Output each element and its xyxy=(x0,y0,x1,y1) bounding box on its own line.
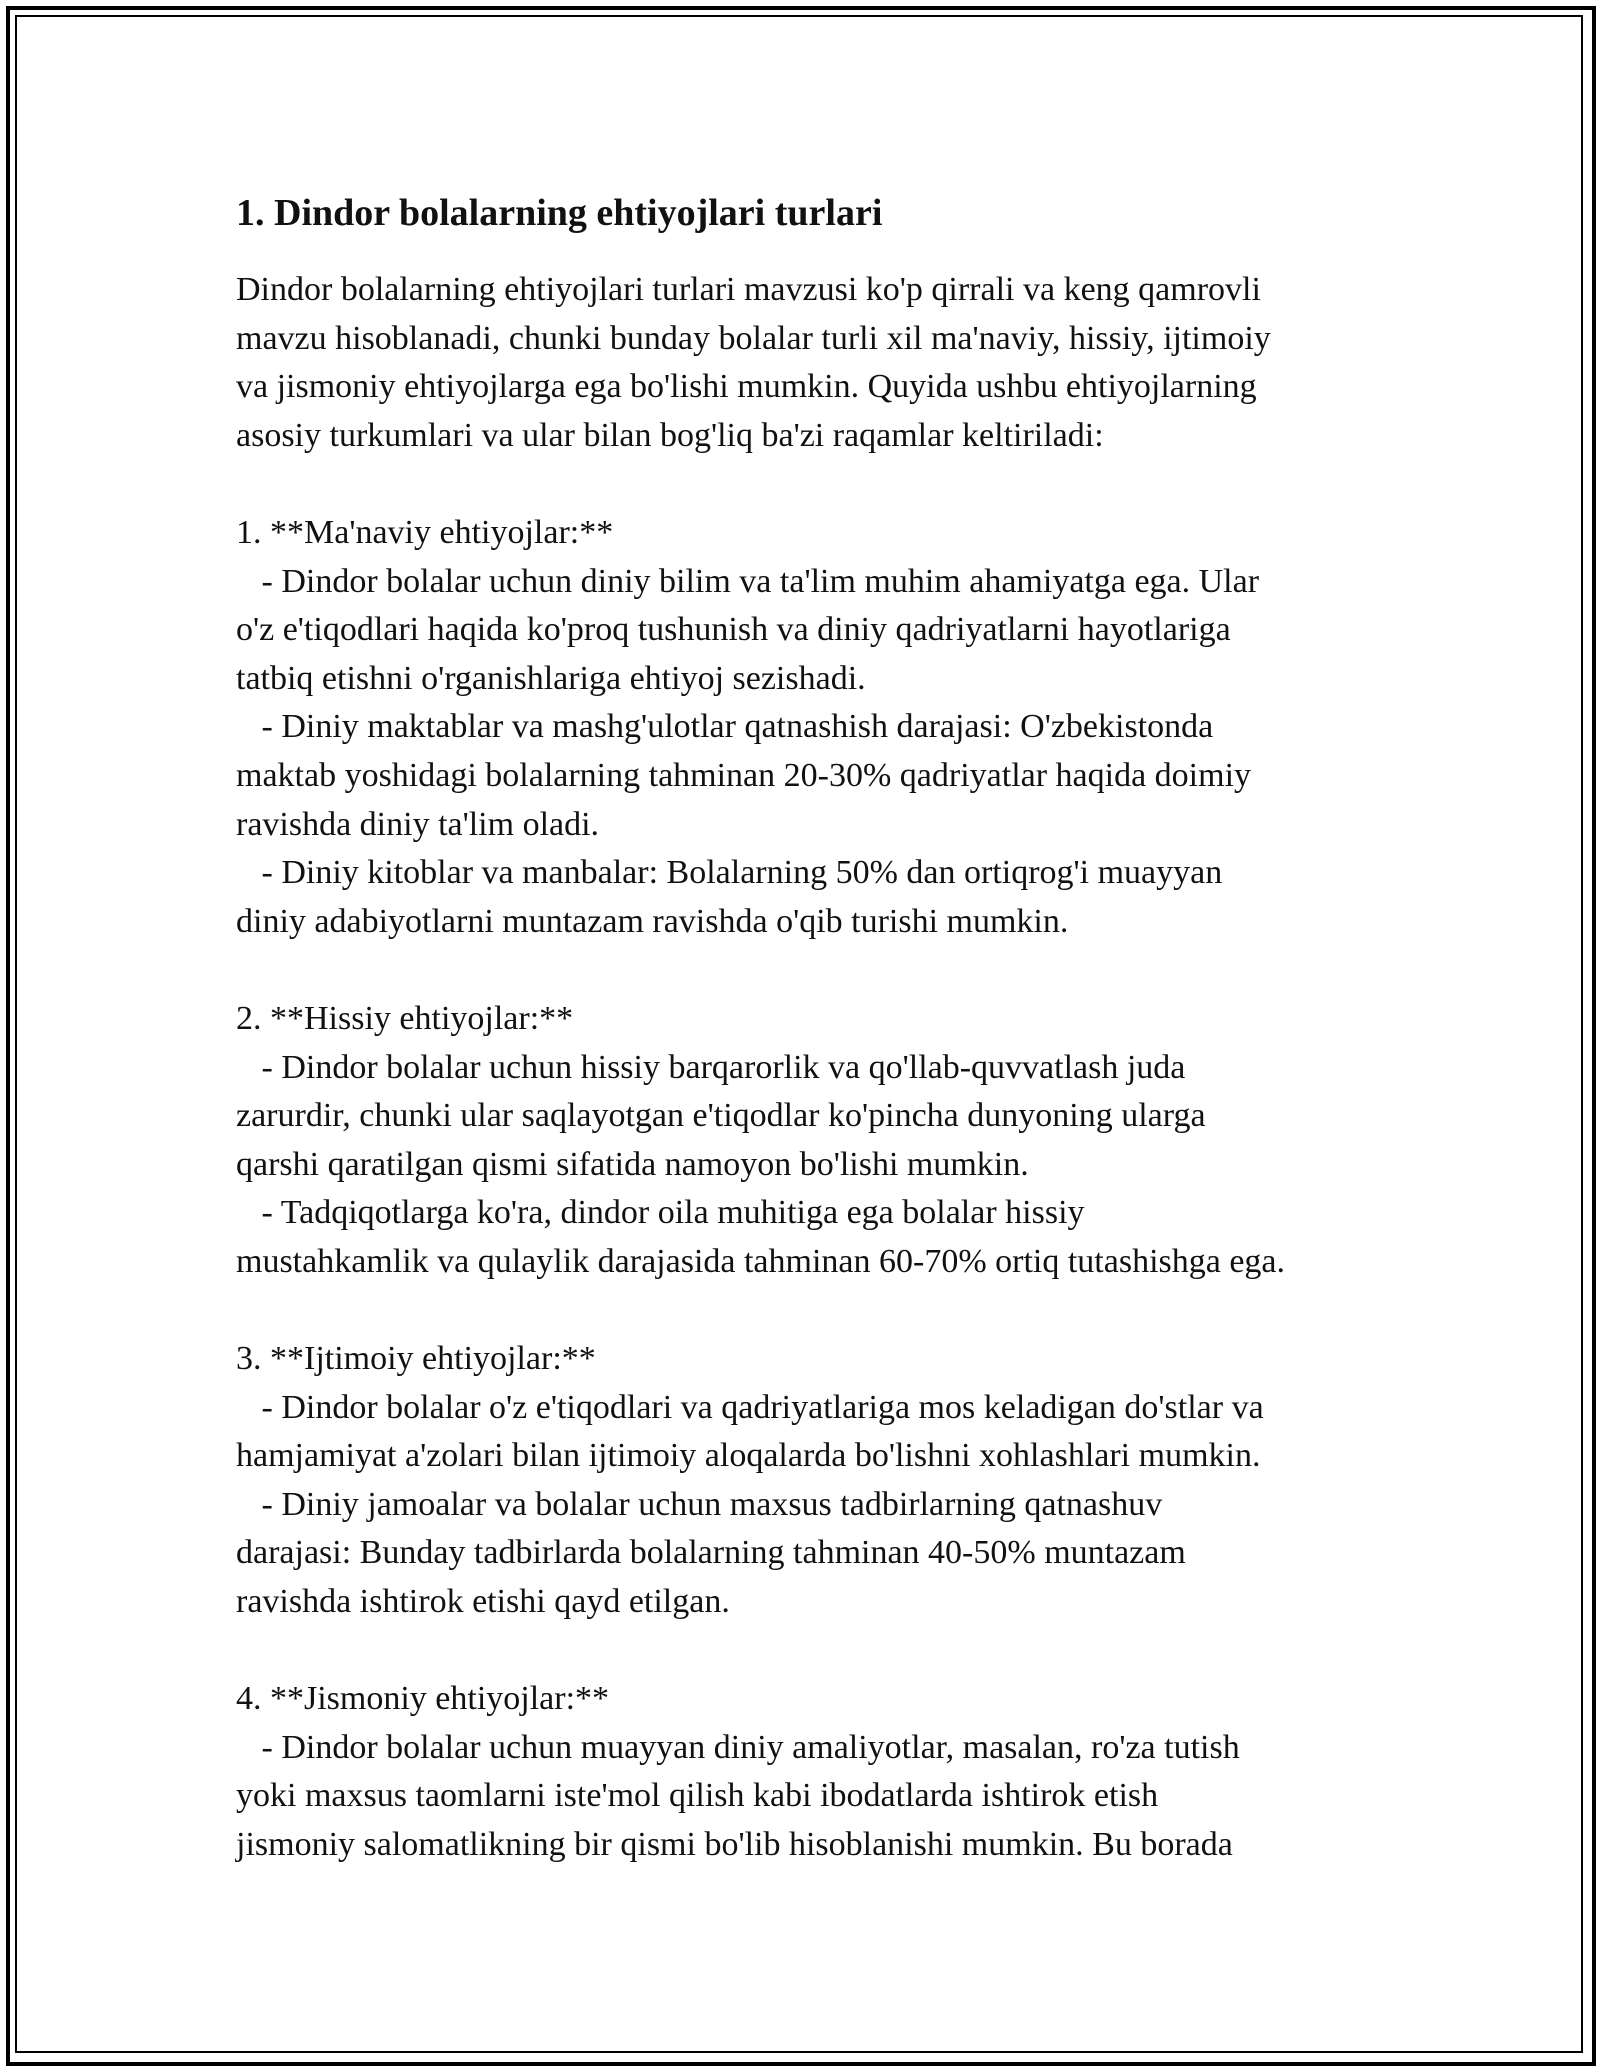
document-content xyxy=(236,188,1416,1870)
section-body-text: Dindor bolalarning ehtiyojlari turlari mavzusi ko'p qirrali va keng qamrovli mavzu hisoblanadi, chunki bunday bolalar turli xil ma'naviy, hissiy, ijtimoiy va jismoniy ehtiyojlarga ega bo'lishi mumkin. Quyida ushbu ehtiyojlarning asosiy turkumlari va ular bilan bog'liq ba'zi raqamlar keltiriladi: 1. **Ma'naviy ehtiyojlar:** - Dindor bolalar uchun diniy bilim va ta'lim muhim ahamiyatga ega. Ular o'z e'tiqodlari haqida ko'proq tushunish va diniy qadriyatlarni hayotlariga tatbiq etishni o'rganishlariga ehtiyoj sezishadi. - Diniy maktablar va mashg'ulotlar qatnashish darajasi: O'zbekistonda maktab yoshidagi bolalarning tahminan 20-30% qadriyatlar haqida doimiy ravishda diniy ta'lim oladi. - Diniy kitoblar va manbalar: Bolalarning 50% dan ortiqrog'i muayyan diniy adabiyotlarni muntazam ravishda o'qib turishi mumkin. 2. **Hissiy ehtiyojlar:** - Dindor bolalar uchun hissiy barqarorlik va qo'llab-quvvatlash juda zarurdir, chunki ular saqlayotgan e'tiqodlar ko'pincha dunyoning ularga qarshi qaratilgan qismi sifatida namoyon bo'lishi mumkin. - Tadqiqotlarga ko'ra, dindor oila muhitiga ega bolalar hissiy mustahkamlik va qulaylik darajasida tahminan 60-70% ortiq tutashishga ega. 3. **Ijtimoiy ehtiyojlar:** - Dindor bolalar o'z e'tiqodlari va qadriyatlariga mos keladigan do'stlar va hamjamiyat a'zolari bilan ijtimoiy aloqalarda bo'lishni xohlashlari mumkin. - Diniy jamoalar va bolalar uchun maxsus tadbirlarning qatnashuv darajasi: Bunday tadbirlarda bolalarning tahminan 40-50% muntazam ravishda ishtirok etishi qayd etilgan. 4. **Jismoniy ehtiyojlar:** - Dindor bolalar uchun muayyan diniy amaliyotlar, masalan, ro'za tutish yoki maxsus taomlarni iste'mol qilish kabi ibodatlarda ishtirok etish jismoniy salomatlikning bir qismi bo'lib hisoblanishi mumkin. Bu borada xyxy=(236,271,1286,1863)
section-heading: 1. Dindor bolalarning ehtiyojlari turlari xyxy=(236,192,883,234)
